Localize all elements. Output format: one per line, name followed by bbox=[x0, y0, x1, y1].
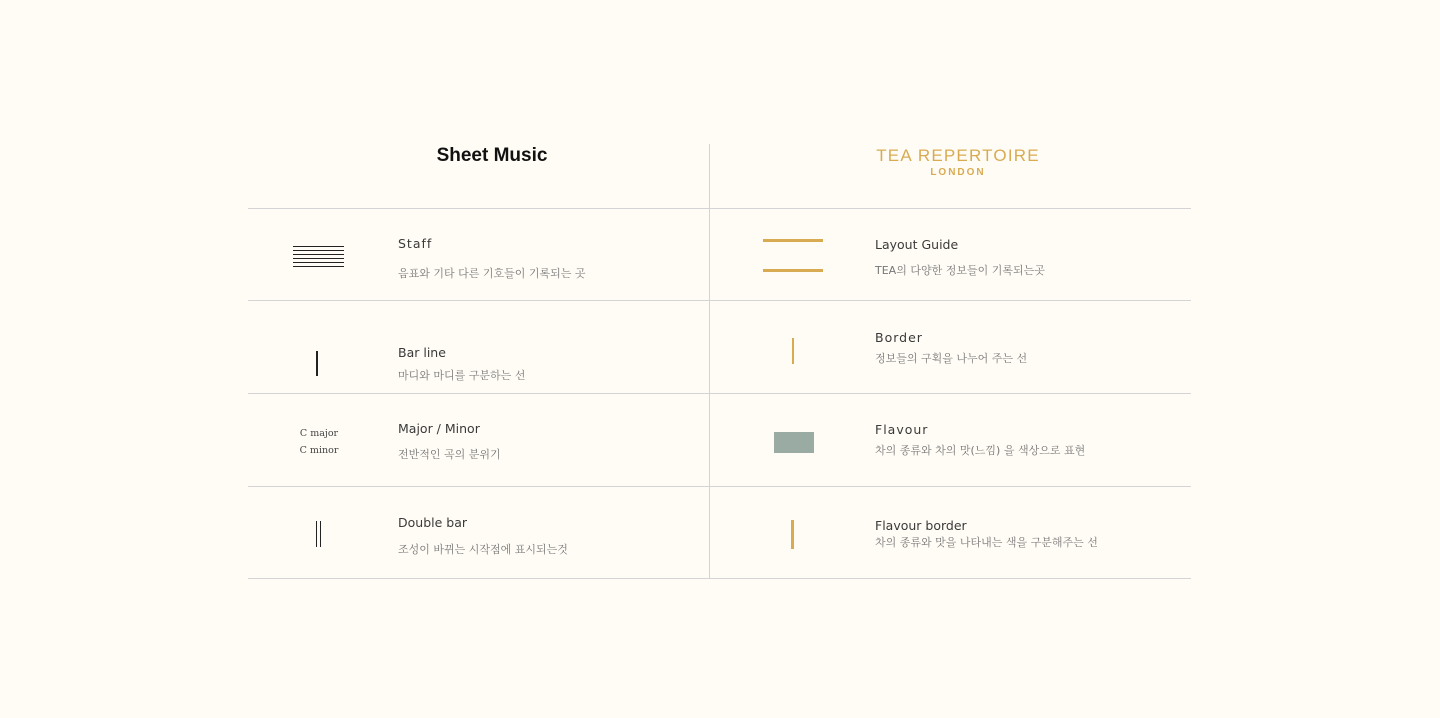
c-major-label: C major bbox=[299, 428, 339, 439]
key-signature-icon bbox=[296, 425, 342, 459]
tea-repertoire-logo bbox=[858, 146, 1058, 180]
major-minor-title: Major / Minor bbox=[398, 421, 480, 436]
bar-line-icon bbox=[316, 351, 318, 376]
sheet-music-heading: Sheet Music bbox=[436, 145, 548, 166]
double-bar-icon bbox=[316, 521, 321, 547]
major-minor-desc: 전반적인 곡의 분위기 bbox=[398, 448, 501, 461]
layout-guide-icon bbox=[763, 239, 823, 242]
bar-line-title: Bar line bbox=[398, 345, 446, 360]
border-desc: 정보들의 구획을 나누어 주는 선 bbox=[875, 352, 1028, 365]
layout-guide-title: Layout Guide bbox=[875, 237, 959, 252]
bottom-divider bbox=[248, 578, 1191, 579]
double-bar-title: Double bar bbox=[398, 515, 468, 530]
flavour-border-title: Flavour border bbox=[875, 518, 967, 533]
header-divider bbox=[248, 208, 1191, 209]
border-line-icon bbox=[792, 338, 794, 364]
staff-lines-icon bbox=[293, 246, 344, 267]
layout-guide-desc: TEA의 다양한 정보들이 기록되는곳 bbox=[875, 264, 1045, 277]
flavour-desc: 차의 종류와 차의 맛(느낌) 을 색상으로 표현 bbox=[875, 444, 1086, 457]
double-bar-desc: 조성이 바뀌는 시작점에 표시되는것 bbox=[398, 543, 568, 556]
flavour-border-desc: 차의 종류와 맛을 나타내는 색을 구분해주는 선 bbox=[875, 536, 1098, 549]
row-divider bbox=[248, 300, 1191, 301]
flavour-swatch-icon bbox=[774, 432, 814, 453]
flavour-title: Flavour bbox=[875, 422, 929, 437]
flavour-border-icon bbox=[791, 520, 794, 549]
staff-desc: 음표와 기타 다른 기호들이 기록되는 곳 bbox=[398, 267, 586, 280]
row-divider bbox=[248, 486, 1191, 487]
brand-city: LONDON bbox=[930, 167, 986, 178]
center-divider bbox=[709, 144, 710, 578]
bar-line-desc: 마디와 마디를 구분하는 선 bbox=[398, 369, 526, 382]
c-minor-label: C minor bbox=[299, 445, 339, 456]
layout-guide-icon bbox=[763, 269, 823, 272]
border-title: Border bbox=[875, 330, 923, 345]
staff-title: Staff bbox=[398, 236, 433, 251]
row-divider bbox=[248, 393, 1191, 394]
brand-name: TEA REPERTOIRE bbox=[876, 146, 1040, 165]
